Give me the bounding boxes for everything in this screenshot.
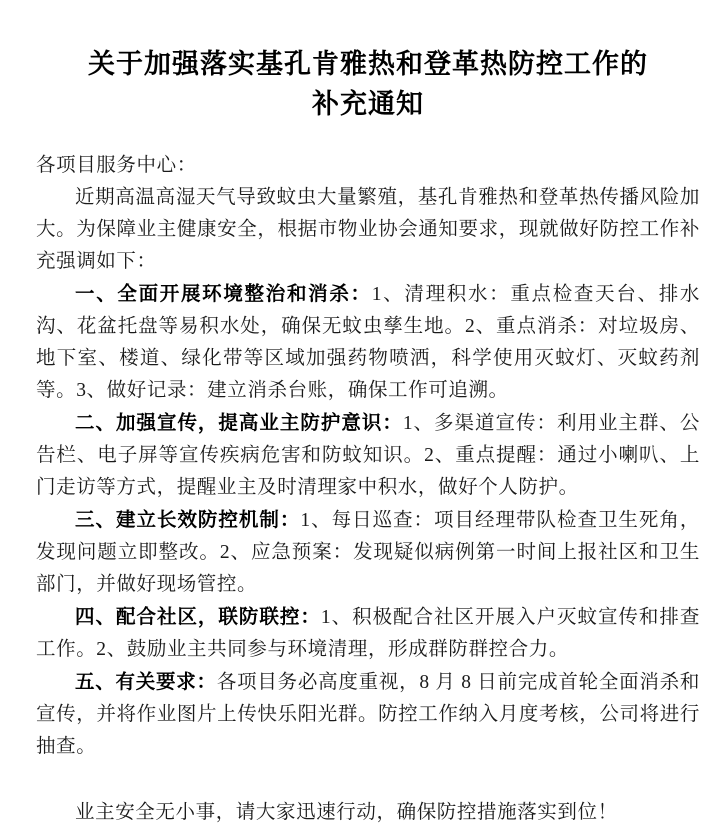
document-title-line-1: 关于加强落实基孔肯雅热和登革热防控工作的 bbox=[88, 49, 648, 79]
document-title bbox=[36, 44, 700, 124]
section-5-paragraph bbox=[36, 666, 700, 763]
salutation: 各项目服务中心： bbox=[36, 155, 197, 176]
section-5-body: 各项目务必高度重视，8 月 8 日前完成首轮全面消杀和宣传，并将作业图片上传快乐阳光群。防控工作纳入月度考核，公司将进行抽查。 bbox=[36, 672, 701, 757]
section-4-heading: 四、配合社区，联防联控： bbox=[75, 606, 321, 628]
section-5-heading: 五、有关要求： bbox=[75, 671, 217, 693]
section-2-paragraph bbox=[36, 407, 700, 504]
document-title-line-2: 补充通知 bbox=[312, 89, 424, 119]
section-1-heading: 一、全面开展环境整治和消杀： bbox=[75, 283, 372, 305]
section-2-body: 1、多渠道宣传：利用业主群、公告栏、电子屏等宣传疾病危害和防蚊知识。2、重点提醒：通过小喇叭、上门走访等方式，提醒业主及时清理家中积水，做好个人防护。 bbox=[36, 413, 700, 498]
section-3-paragraph bbox=[36, 504, 700, 601]
section-3-heading: 三、建立长效防控机制： bbox=[75, 509, 301, 531]
section-4-paragraph bbox=[36, 601, 700, 666]
section-1-body: 1、清理积水：重点检查天台、排水沟、花盆托盘等易积水处，确保无蚊虫孳生地。2、重点消杀：对垃圾房、地下室、楼道、绿化带等区域加强药物喷洒，科学使用灭蚊灯、灭蚊药剂等。3、做好记录：建立消杀台账，确保工作可追溯。 bbox=[36, 284, 700, 401]
intro-paragraph: 近期高温高湿天气导致蚊虫大量繁殖，基孔肯雅热和登革热传播风险加大。为保障业主健康安全，根据市物业协会通知要求，现就做好防控工作补充强调如下： bbox=[36, 187, 700, 272]
closing-paragraph: 业主安全无小事，请大家迅速行动，确保防控措施落实到位！ bbox=[75, 802, 618, 823]
section-2-heading: 二、加强宣传，提高业主防护意识： bbox=[75, 412, 403, 434]
section-3-body: 1、每日巡查：项目经理带队检查卫生死角，发现问题立即整改。2、应急预案：发现疑似病例第一时间上报社区和卫生部门，并做好现场管控。 bbox=[36, 510, 700, 595]
section-1-paragraph bbox=[36, 278, 700, 407]
section-4-body: 1、积极配合社区开展入户灭蚊宣传和排查工作。2、鼓励业主共同参与环境清理，形成群防群控合力。 bbox=[36, 607, 700, 660]
